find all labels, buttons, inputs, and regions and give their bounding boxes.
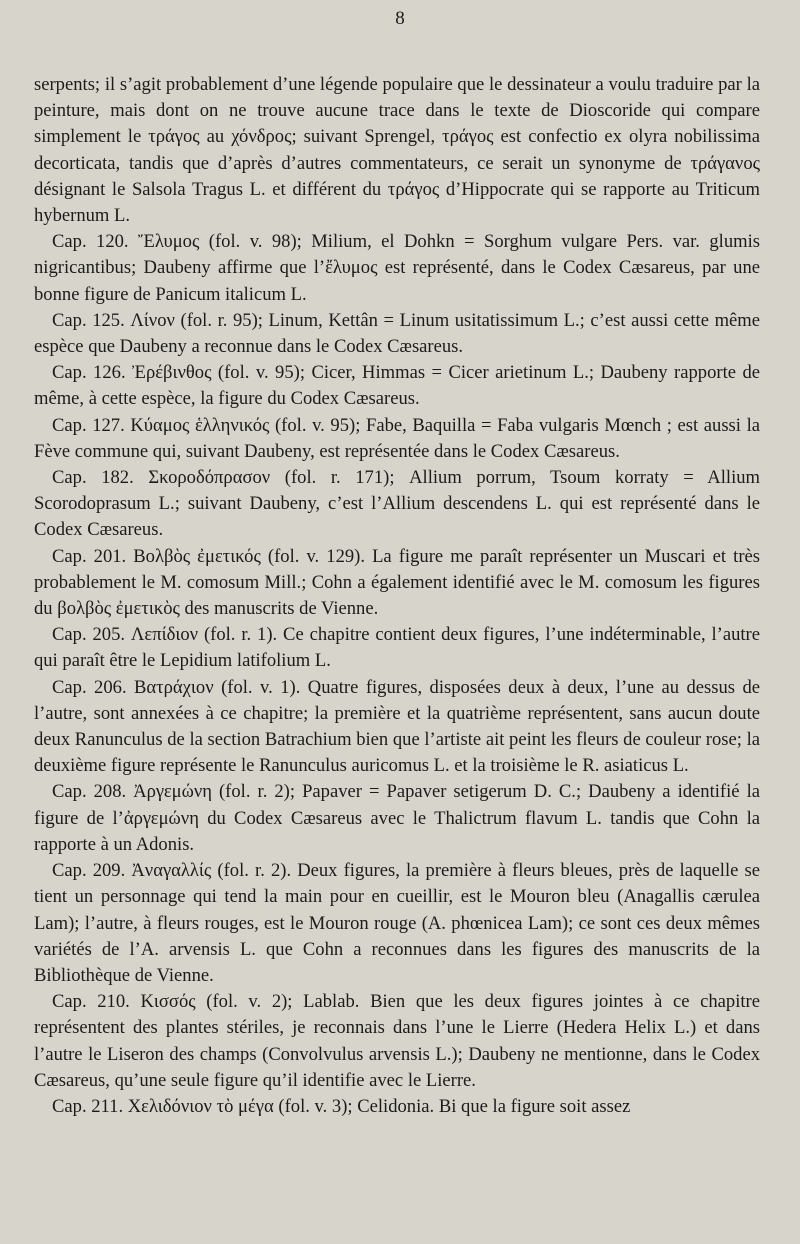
paragraph-cap-120: [34, 229, 760, 308]
paragraph-cap-208-text: Cap. 208. Ἀργεμώνη (fol. r. 2); Papaver = Papaver setigerum D. C.; Daubeny a identifié la figure de l’ἀργεμώνη du Codex Cæsareus avec le Thalictrum flavum L. tandis que Cohn la rapporte à un Adonis.: [34, 781, 760, 855]
paragraph-cap-126: [34, 360, 760, 412]
paragraph-cap-210: [34, 989, 760, 1094]
paragraph-cap-209: [34, 858, 760, 989]
paragraph-cap-126-text: Cap. 126. Ἐρέβινθος (fol. v. 95); Cicer, Himmas = Cicer arietinum L.; Daubeny rapporte de même, à cette espèce, la figure du Codex Cæsareus.: [34, 362, 760, 410]
paragraph-cap-211: [34, 1094, 760, 1120]
paragraph-cap-205-text: Cap. 205. Λεπίδιον (fol. r. 1). Ce chapitre contient deux figures, l’une indéterminable, l’autre qui paraît être le Lepidium latifolium L.: [34, 624, 760, 672]
paragraph-cap-125-text: Cap. 125. Λίνον (fol. r. 95); Linum, Kettân = Linum usitatissimum L.; c’est aussi cette même espèce que Daubeny a reconnue dans le Codex Cæsareus.: [34, 309, 760, 358]
paragraph-intro: serpents; il s’agit probablement d’une légende populaire que le dessinateur a voulu traduire par la peinture, mais dont on ne trouve aucune trace dans le texte de Dioscoride qui compare simplement le τράγος au χόνδρος; suivant Sprengel, τράγος est confectio ex olyra nobilissima decorticata, tandis que d’après d’autres commentateurs, ce serait un synonyme de τράγανος désignant le Salsola Tragus L. et différent du τράγος d’Hippocrate qui se rapporte au Triticum hybernum L.: [34, 74, 760, 227]
body-text: [34, 72, 760, 1120]
paragraph-cap-182: [34, 465, 760, 544]
paragraph-cap-127-text: Cap. 127. Κύαμος ἑλληνικός (fol. v. 95); Fabe, Baquilla = Faba vulgaris Mœnch ; est aussi la Fève commune qui, suivant Daubeny, est représentée dans le Codex Cæsareus.: [34, 414, 760, 462]
page-number: 8: [395, 8, 405, 29]
paragraph-cap-210-text: Cap. 210. Κισσός (fol. v. 2); Lablab. Bien que les deux figures jointes à ce chapitre représentent des plantes stériles, je reconnais dans l’une le Lierre (Hedera Helix L.) et dans l’autre le Liseron des champs (Convolvulus arvensis L.); Daubeny ne mentionne, dans le Codex Cæsareus, qu’une seule figure qu’il identifie avec le Lierre.: [34, 991, 760, 1091]
paragraph-cap-205: [34, 622, 760, 674]
paragraph-cap-182-text: Cap. 182. Σκοροδόπρασον (fol. r. 171); Allium porrum, Tsoum korraty = Allium Scorodoprasum L.; suivant Daubeny, c’est l’Allium descendens L. qui est représenté dans le Codex Cæsareus.: [34, 467, 760, 541]
paragraph-cap-206: [34, 675, 760, 780]
paragraph-cap-201-text: Cap. 201. Βολβὸς ἐμετικός (fol. v. 129). La figure me paraît représenter un Muscari et très probablement le M. comosum Mill.; Cohn a également identifié avec le M. comosum les figures du βολβὸς ἐμετικὸς des manuscrits de Vienne.: [34, 545, 760, 620]
paragraph-cap-211-text: Cap. 211. Χελιδόνιον τὸ μέγα (fol. v. 3); Celidonia. Bi que la figure soit assez: [52, 1095, 631, 1117]
paragraph-cap-209-text: Cap. 209. Ἀναγαλλίς (fol. r. 2). Deux figures, la première à fleurs bleues, près de laquelle se tient un personnage qui tend la main pour en cueillir, est le Mouron bleu (Anagallis cærulea Lam); l’autre, à fleurs rouges, est le Mouron rouge (A. phœnicea Lam); ce sont ces deux mêmes variétés de l’A. arvensis L. que Cohn a reconnues dans les figures des manuscrits de la Bibliothèque de Vienne.: [34, 860, 760, 986]
paragraph-cap-127: [34, 413, 760, 465]
paragraph-cap-206-text: Cap. 206. Βατράχιον (fol. v. 1). Quatre figures, disposées deux à deux, l’une au dessus de l’autre, sont annexées à ce chapitre; la première et la quatrième représentent, sans aucun doute deux Ranunculus de la section Batrachium bien que l’artiste ait peint les fleurs de couleur rose; la deuxième figure représente le Ranunculus auricomus L. et la troisième le R. asiaticus L.: [34, 676, 760, 777]
paragraph-cap-208: [34, 779, 760, 858]
paragraph-cap-125: [34, 308, 760, 360]
paragraph-cap-120-text: Cap. 120. Ἔλυμος (fol. v. 98); Milium, el Dohkn = Sorghum vulgare Pers. var. glumis nigricantibus; Daubeny affirme que l’ἔλυμος est représenté, dans le Codex Cæsareus, par une bonne figure de Panicum italicum L.: [34, 231, 760, 305]
paragraph-cap-201: [34, 544, 760, 623]
